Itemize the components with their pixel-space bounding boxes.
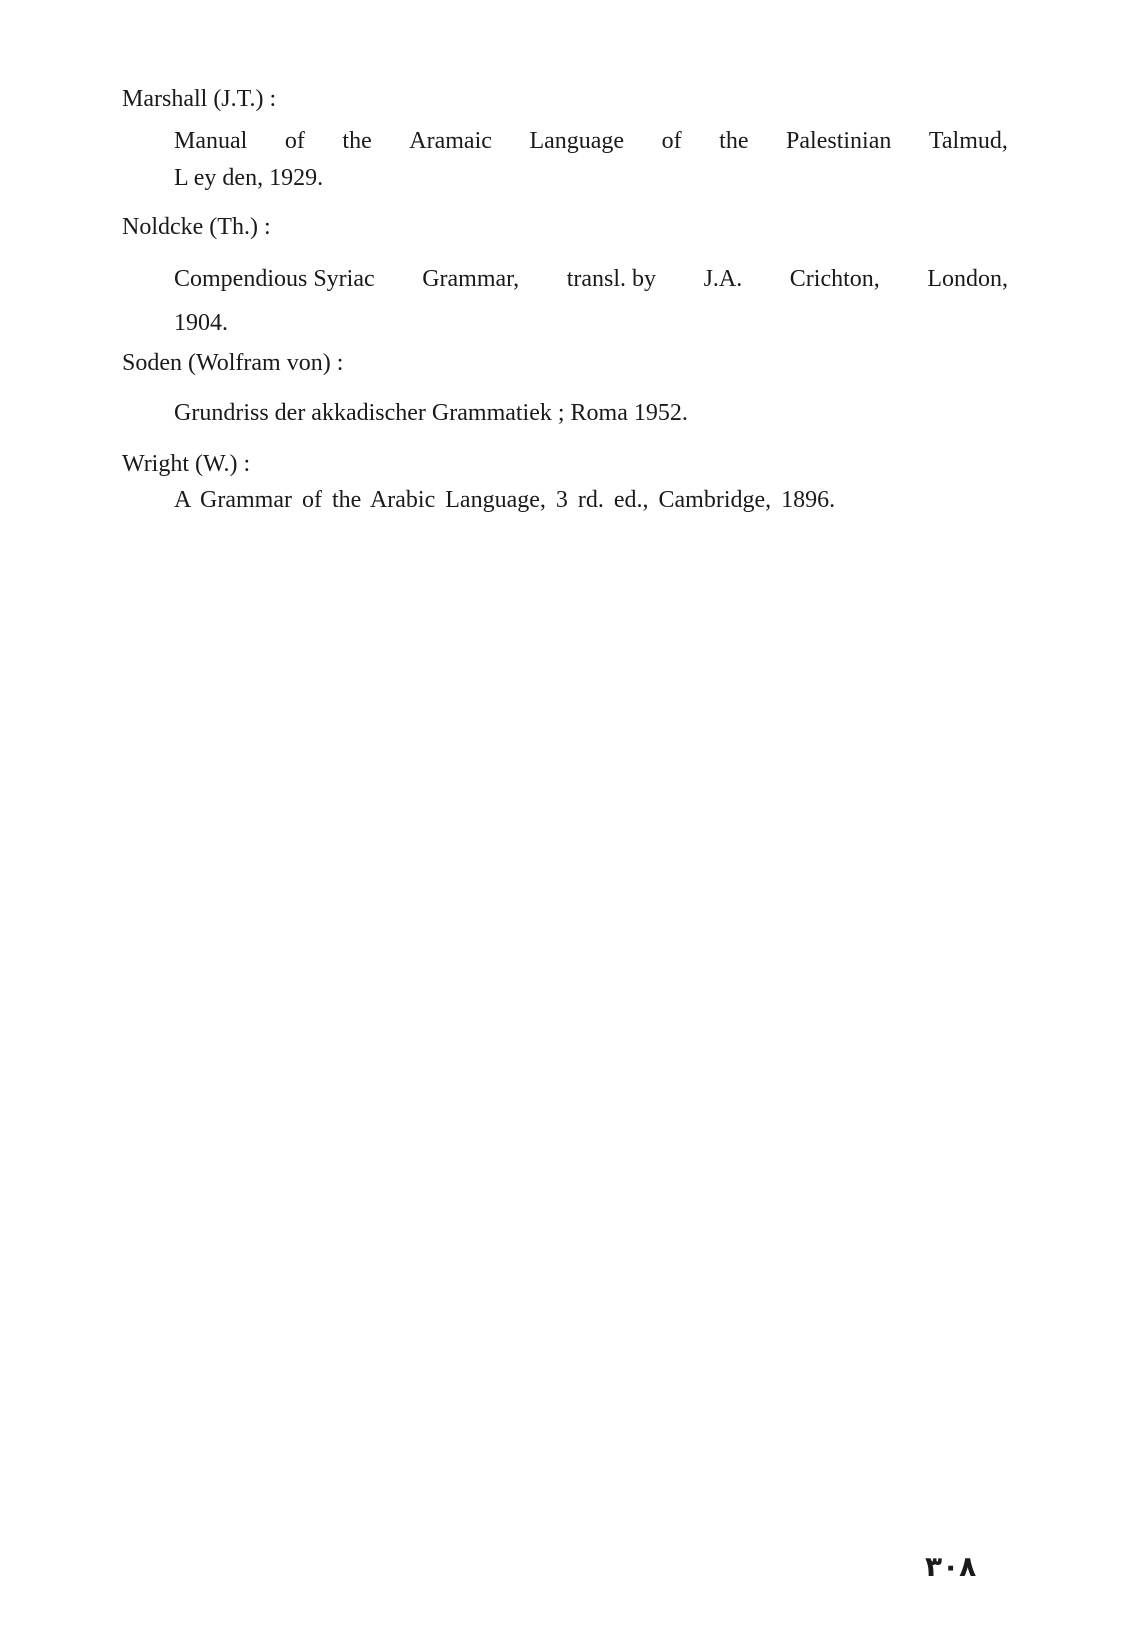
justified-word: J.A. xyxy=(703,266,743,292)
reference-author: Noldcke (Th.) : xyxy=(122,214,271,240)
justified-word: Compendious Syriac xyxy=(174,266,375,292)
justified-word: Crichton, xyxy=(789,266,880,292)
reference-title-line xyxy=(174,128,1008,155)
reference-title-line xyxy=(174,266,1008,293)
justified-word: Talmud, xyxy=(928,128,1008,154)
reference-title-line: A Grammar of the Arabic Language, 3 rd. ed., Cambridge, 1896. xyxy=(174,487,836,513)
justified-word: Language xyxy=(529,128,625,154)
justified-word: London, xyxy=(927,266,1008,292)
justified-word: of xyxy=(284,128,305,154)
reference-title-line: L ey den, 1929. xyxy=(174,165,324,191)
justified-word: transl. by xyxy=(566,266,657,292)
justified-word: Palestinian xyxy=(786,128,892,154)
justified-word: Grammar, xyxy=(422,266,520,292)
reference-title-line: 1904. xyxy=(174,310,228,336)
justified-word: the xyxy=(342,128,372,154)
reference-title-line: Grundriss der akkadischer Grammatiek ; Roma 1952. xyxy=(174,400,688,426)
justified-word: Manual xyxy=(174,128,248,154)
justified-word: of xyxy=(661,128,682,154)
reference-author: Wright (W.) : xyxy=(122,451,251,477)
justified-word: the xyxy=(719,128,749,154)
justified-word: Aramaic xyxy=(409,128,492,154)
page-number: ٣٠٨ xyxy=(925,1550,977,1583)
reference-author: Soden (Wolfram von) : xyxy=(122,350,344,376)
reference-author: Marshall (J.T.) : xyxy=(122,86,277,112)
